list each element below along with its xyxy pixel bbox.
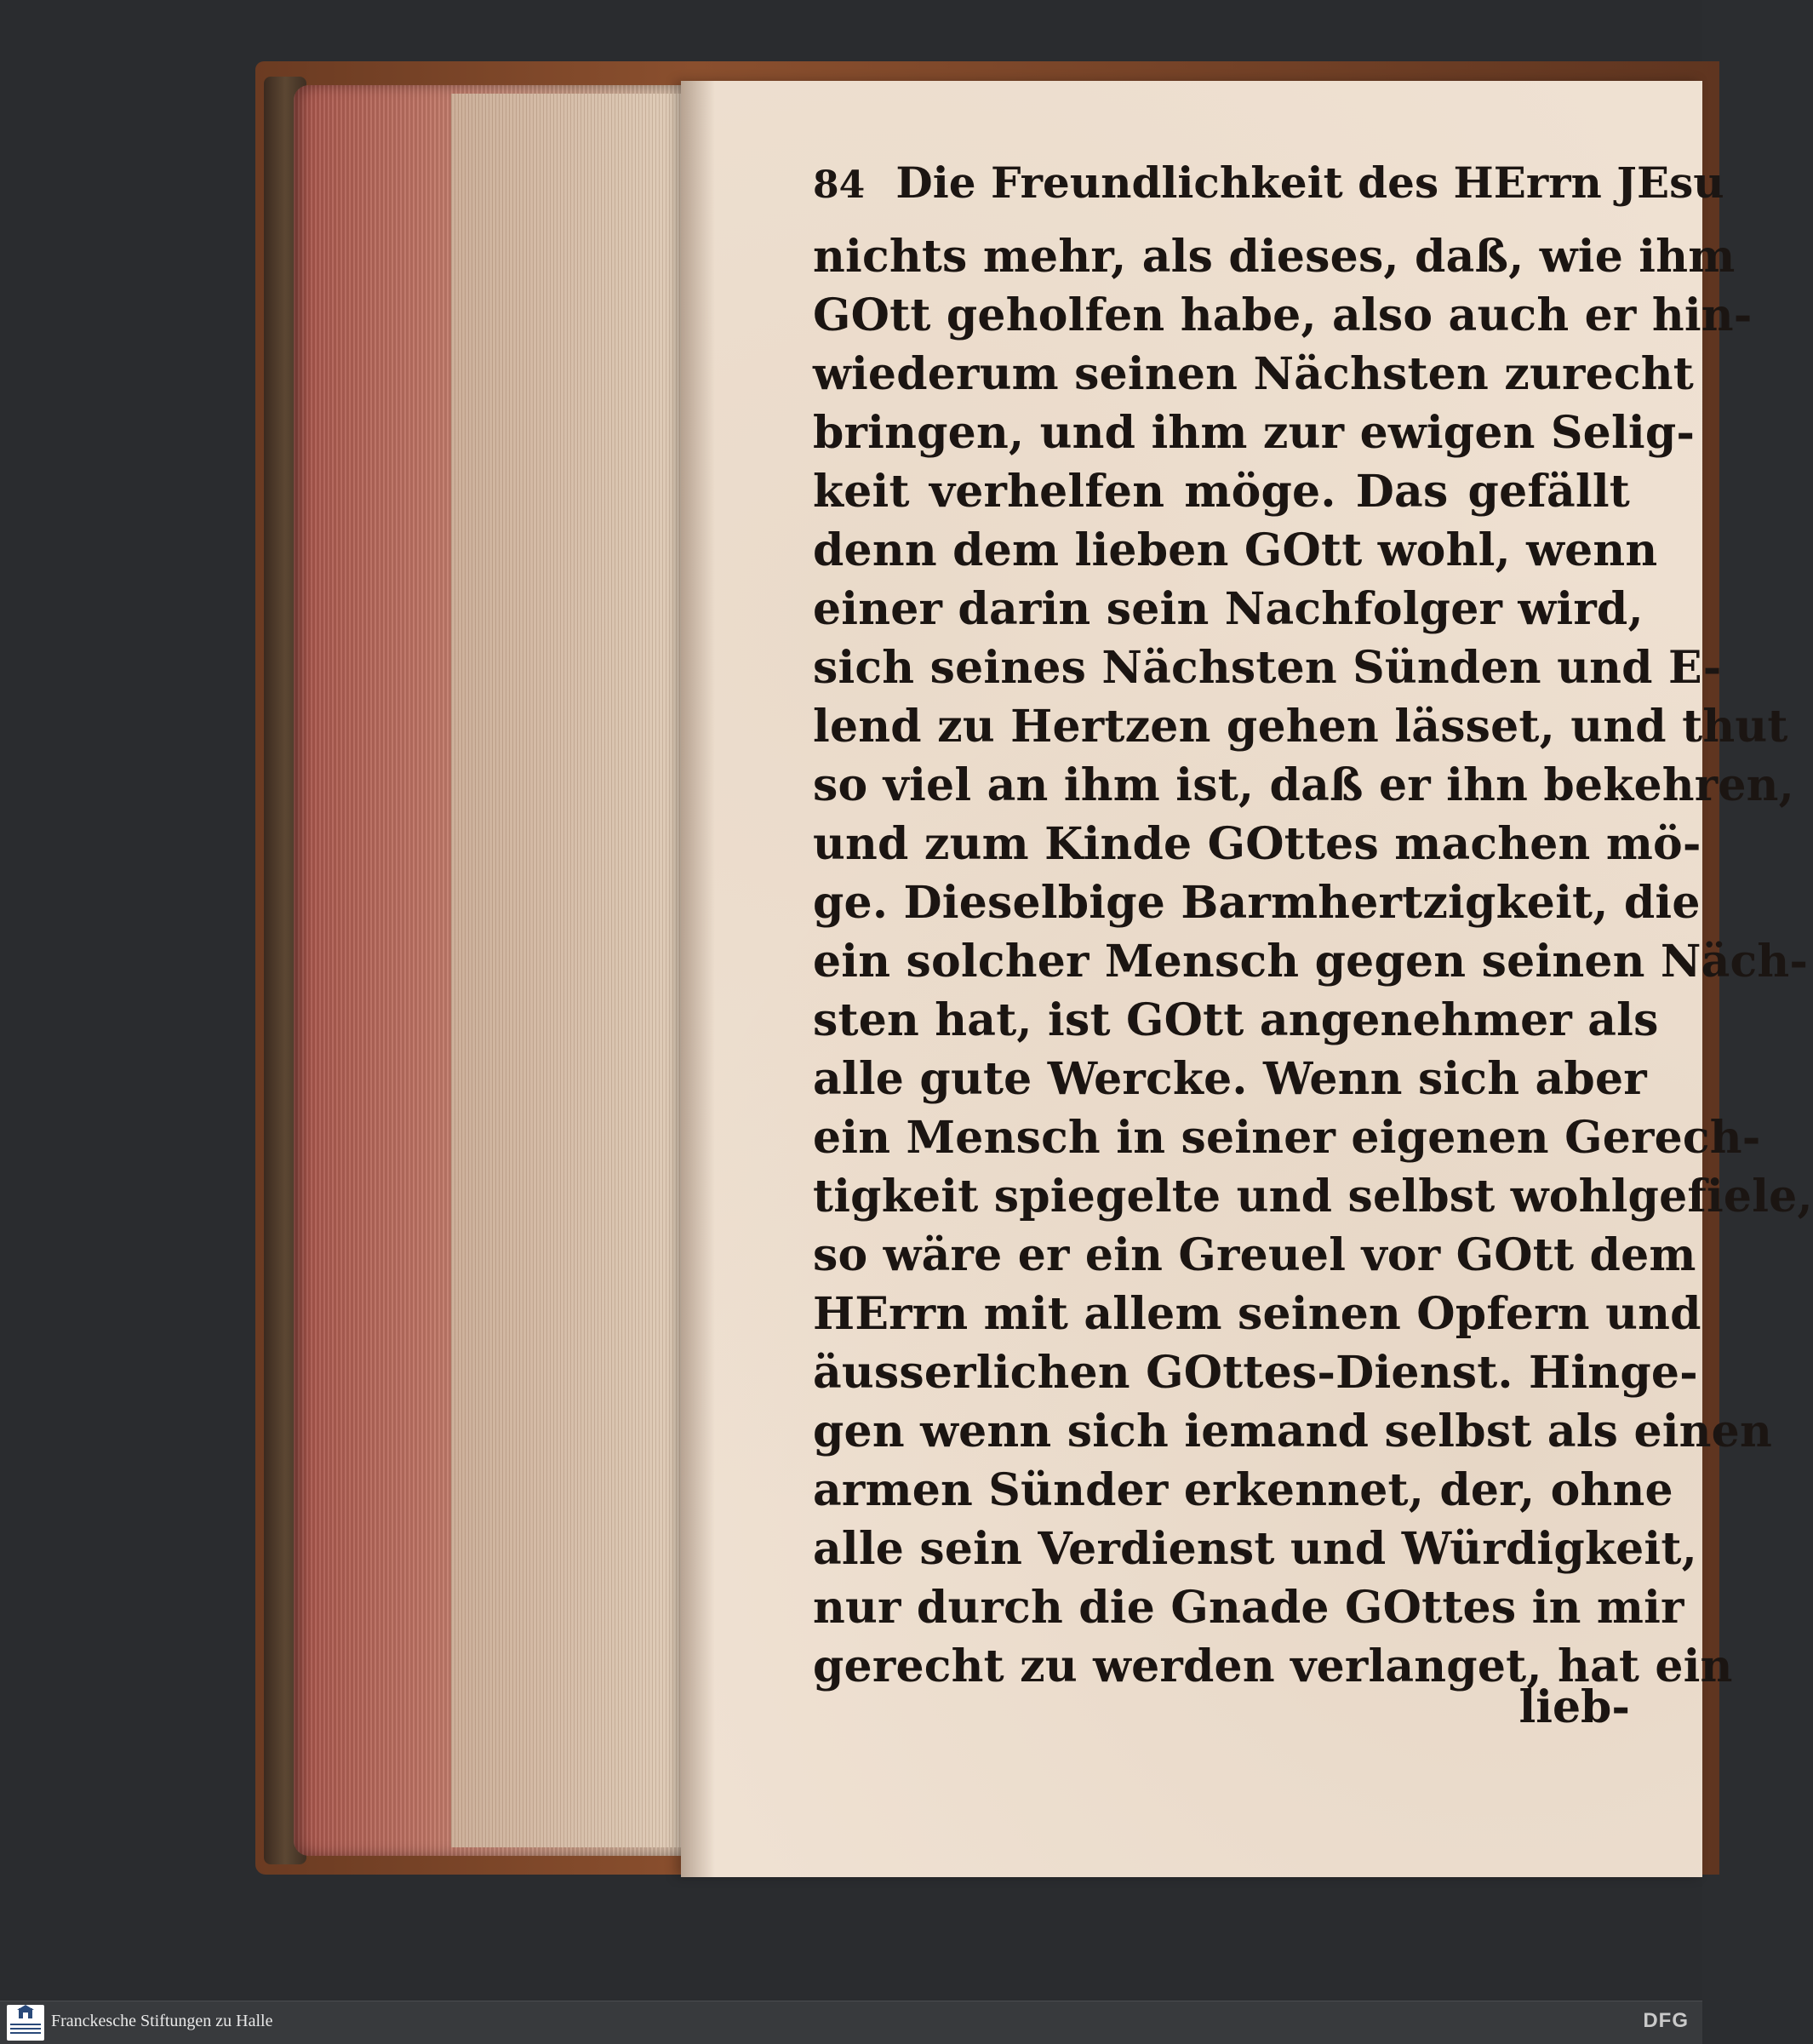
text-line: HErrn mit allem seinen Opfern und: [813, 1288, 1701, 1340]
text-line: nur durch die Gnade GOttes in mir: [813, 1582, 1684, 1634]
book-page: [681, 81, 1813, 1877]
text-line: bringen, und ihm zur ewigen Selig-: [813, 407, 1696, 459]
text-line: so wäre er ein Greuel vor GOtt dem: [813, 1229, 1696, 1281]
running-head-title: Die Freundlichkeit des HErrn JEsu: [895, 157, 1724, 208]
text-line: so viel an ihm ist, daß er ihn bekehren,: [813, 759, 1794, 811]
text-line: gen wenn sich iemand selbst als einen: [813, 1406, 1772, 1457]
text-line: keit verhelfen möge. Das gefällt: [813, 466, 1630, 518]
text-line: alle sein Verdienst und Würdigkeit,: [813, 1523, 1697, 1575]
institution-name[interactable]: Franckesche Stiftungen zu Halle: [51, 2012, 273, 2030]
body-text: [813, 227, 1813, 1696]
text-line: einer darin sein Nachfolger wird,: [813, 583, 1644, 635]
institution-logo-icon[interactable]: [7, 2005, 44, 2041]
text-line: gerecht zu werden verlanget, hat ein: [813, 1640, 1733, 1692]
running-head: [813, 157, 1724, 226]
funder-logo[interactable]: DFG: [1643, 2009, 1689, 2032]
text-line: ge. Dieselbige Barmhertzigkeit, die: [813, 877, 1701, 929]
page-edges-inner: [451, 94, 689, 1847]
text-line: denn dem lieben GOtt wohl, wenn: [813, 524, 1658, 576]
page-number: 84: [813, 163, 866, 207]
text-line: GOtt geholfen habe, also auch er hin-: [813, 289, 1753, 341]
text-line: wiederum seinen Nächsten zurecht: [813, 348, 1694, 400]
text-line: sten hat, ist GOtt angenehmer als: [813, 994, 1659, 1046]
text-line: tigkeit spiegelte und selbst wohlgefiele,: [813, 1171, 1813, 1222]
text-line: sich seines Nächsten Sünden und E-: [813, 642, 1722, 694]
text-line: armen Sünder erkennet, der, ohne: [813, 1464, 1673, 1516]
catchword: lieb-: [1518, 1681, 1630, 1733]
text-line: nichts mehr, als dieses, daß, wie ihm: [813, 231, 1736, 283]
text-line: und zum Kinde GOttes machen mö-: [813, 818, 1701, 870]
gutter-shadow: [681, 81, 715, 1877]
text-line: äusserlichen GOttes-Dienst. Hinge-: [813, 1347, 1698, 1399]
text-line: ein Mensch in seiner eigenen Gerech-: [813, 1112, 1761, 1164]
text-line: ein solcher Mensch gegen seinen Näch-: [813, 936, 1809, 988]
text-line: lend zu Hertzen gehen lässet, und thut: [813, 701, 1788, 753]
text-line: alle gute Wercke. Wenn sich aber: [813, 1053, 1647, 1105]
viewer-footer: [0, 2001, 1702, 2044]
